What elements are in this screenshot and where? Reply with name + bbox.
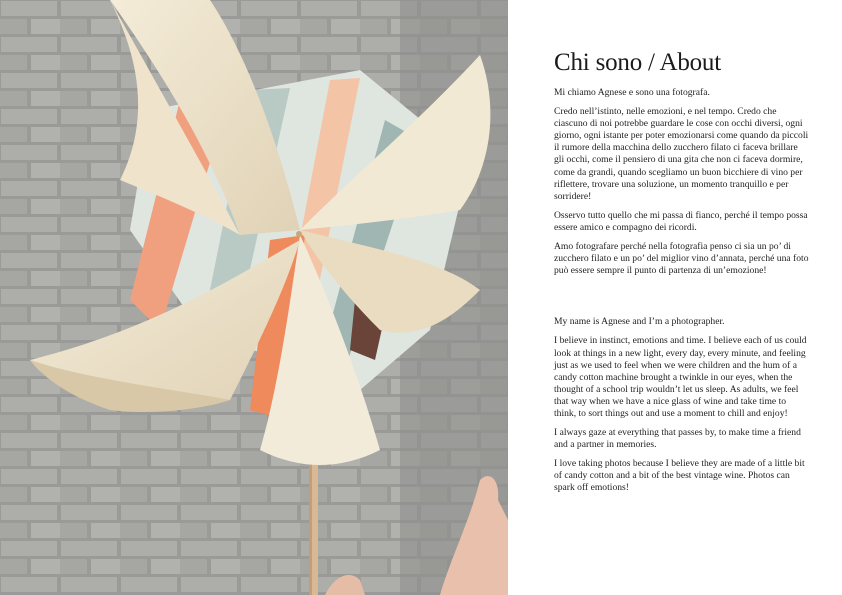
italian-paragraph-3: Osservo tutto quello che mi passa di fianco, perché il tempo possa essere amico e compagno dei ricordi.: [554, 209, 808, 233]
italian-paragraph-4: Amo fotografare perché nella fotografia penso ci sia un po’ di zucchero filato e un po’ del miglior vino d’annata, perché una foto può essere sempre il punto di partenza di un’emozione!: [554, 241, 809, 277]
english-paragraph-3: I always gaze at everything that passes by, to make time a friend and a partner in memories.: [554, 427, 801, 451]
english-paragraph-1: My name is Agnese and I’m a photographer.: [554, 316, 725, 328]
english-paragraph-2: I believe in instinct, emotions and time. I believe each of us could look at things in a new light, every day, every minute, and feeling just as we used to feel when we were children and the hum of a candy cotton machine brought a twinkle in our eyes, when the thought of a school trip wouldn’t let us sleep. As adults, we feel that way when we have a nice glass of wine and take time to think, to sort things out and use a moment to chill and enjoy!: [554, 335, 807, 419]
page-title: Chi sono / About: [554, 49, 721, 76]
italian-paragraph-1: Mi chiamo Agnese e sono una fotografa.: [554, 87, 710, 98]
italian-paragraph-2: Credo nell’istinto, nelle emozioni, e nel tempo. Credo che ciascuno di noi potrebbe guardare le cose con occhi diversi, ogni giorno, ogni istante per poter emozionarsi come quando da piccoli il rumore della macchina dello zucchero filato ci faceva brillare gli occhi, come il pensiero di una gita che non ci faceva dormire, come da grandi, quando scegliamo un buon bicchiere di vino per riflettere, trovare una soluzione, un momento tranquillo e per sorridere!: [554, 106, 809, 202]
language-divider: [554, 284, 810, 316]
about-section: [554, 48, 810, 502]
english-paragraph-4: I love taking photos because I believe they are made of a little bit of candy cotton and a bit of the best vintage wine. Photos can spark off emotions!: [554, 458, 805, 494]
